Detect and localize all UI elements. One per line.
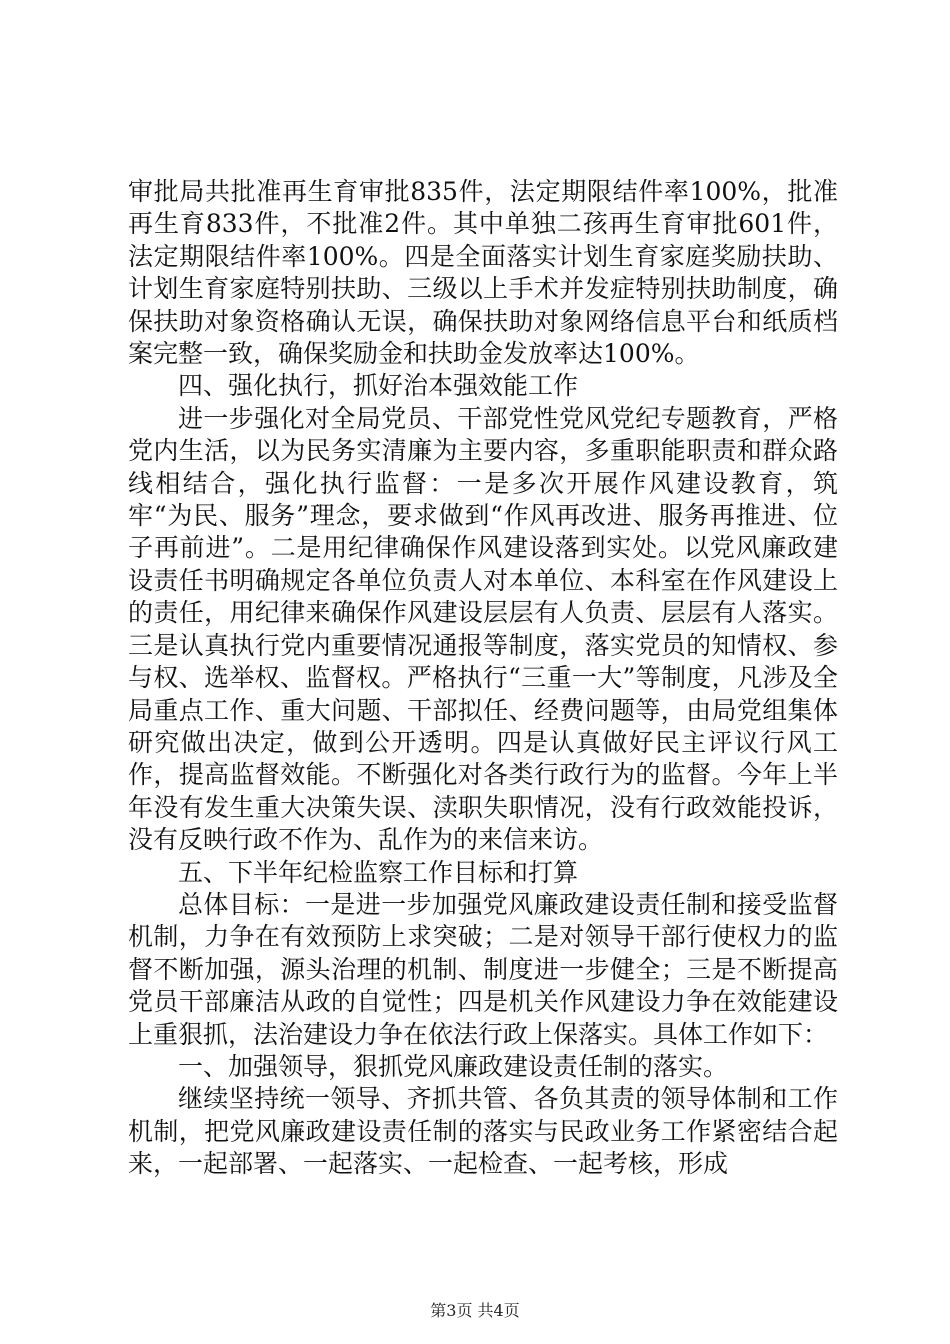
paragraph: 总体目标：一是进一步加强党风廉政建设责任制和接受监督机制，力争在有效预防上求突破；二是对领导干部行使权力的监督不断加强，源头治理的机制、制度进一步健全；三是不断提高党员干部廉洁从政的自觉性；四是机关作风建设力争在效能建设上重狠抓，法治建设力争在依法行政上保落实。具体工作如下： (128, 889, 838, 1049)
subsection-heading: 一、加强领导，狠抓党风廉政建设责任制的落实。 (178, 1051, 729, 1081)
paragraph: 审批局共批准再生育审批835件，法定期限结件率100%，批准再生育833件，不批准2件。其中单独二孩再生育审批601件，法定期限结件率100%。四是全面落实计划生育家庭奖励扶助、计划生育家庭特别扶助、三级以上手术并发症特别扶助制度，确保扶助对象资格确认无误，确保扶助对象网络信息平台和纸质档案完整一致，确保奖励金和扶助金发放率达100%。 (128, 177, 838, 369)
section-heading: 四、强化执行，抓好治本强效能工作 (178, 371, 579, 401)
paragraph: 进一步强化对全局党员、干部党性党风党纪专题教育，严格党内生活，以为民务实清廉为主要内容，多重职能职责和群众路线相结合，强化执行监督：一是多次开展作风建设教育，筑牢“为民、服务”理念，要求做到“作风再改进、服务再推进、位子再前进”。二是用纪律确保作风建设落到实处。以党风廉政建设责任书明确规定各单位负责人对本单位、本科室在作风建设上的责任，用纪律来确保作风建设层层有人负责、层层有人落实。三是认真执行党内重要情况通报等制度，落实党员的知情权、参与权、选举权、监督权。严格执行“三重一大”等制度，凡涉及全局重点工作、重大问题、干部拟任、经费问题等，由局党组集体研究做出决定，做到公开透明。四是认真做好民主评议行风工作，提高监督效能。不断强化对各类行政行为的监督。今年上半年没有发生重大决策失误、渎职失职情况，没有行政效能投诉，没有反映行政不作为、乱作为的来信来访。 (128, 403, 838, 855)
body-text (128, 176, 838, 1181)
paragraph: 继续坚持统一领导、齐抓共管、各负其责的领导体制和工作机制，把党风廉政建设责任制的落实与民政业务工作紧密结合起来，一起部署、一起落实、一起检查、一起考核，形成 (128, 1084, 838, 1179)
page-footer: 第3页 共4页 (430, 1301, 520, 1320)
section-heading: 五、下半年纪检监察工作目标和打算 (178, 857, 579, 887)
